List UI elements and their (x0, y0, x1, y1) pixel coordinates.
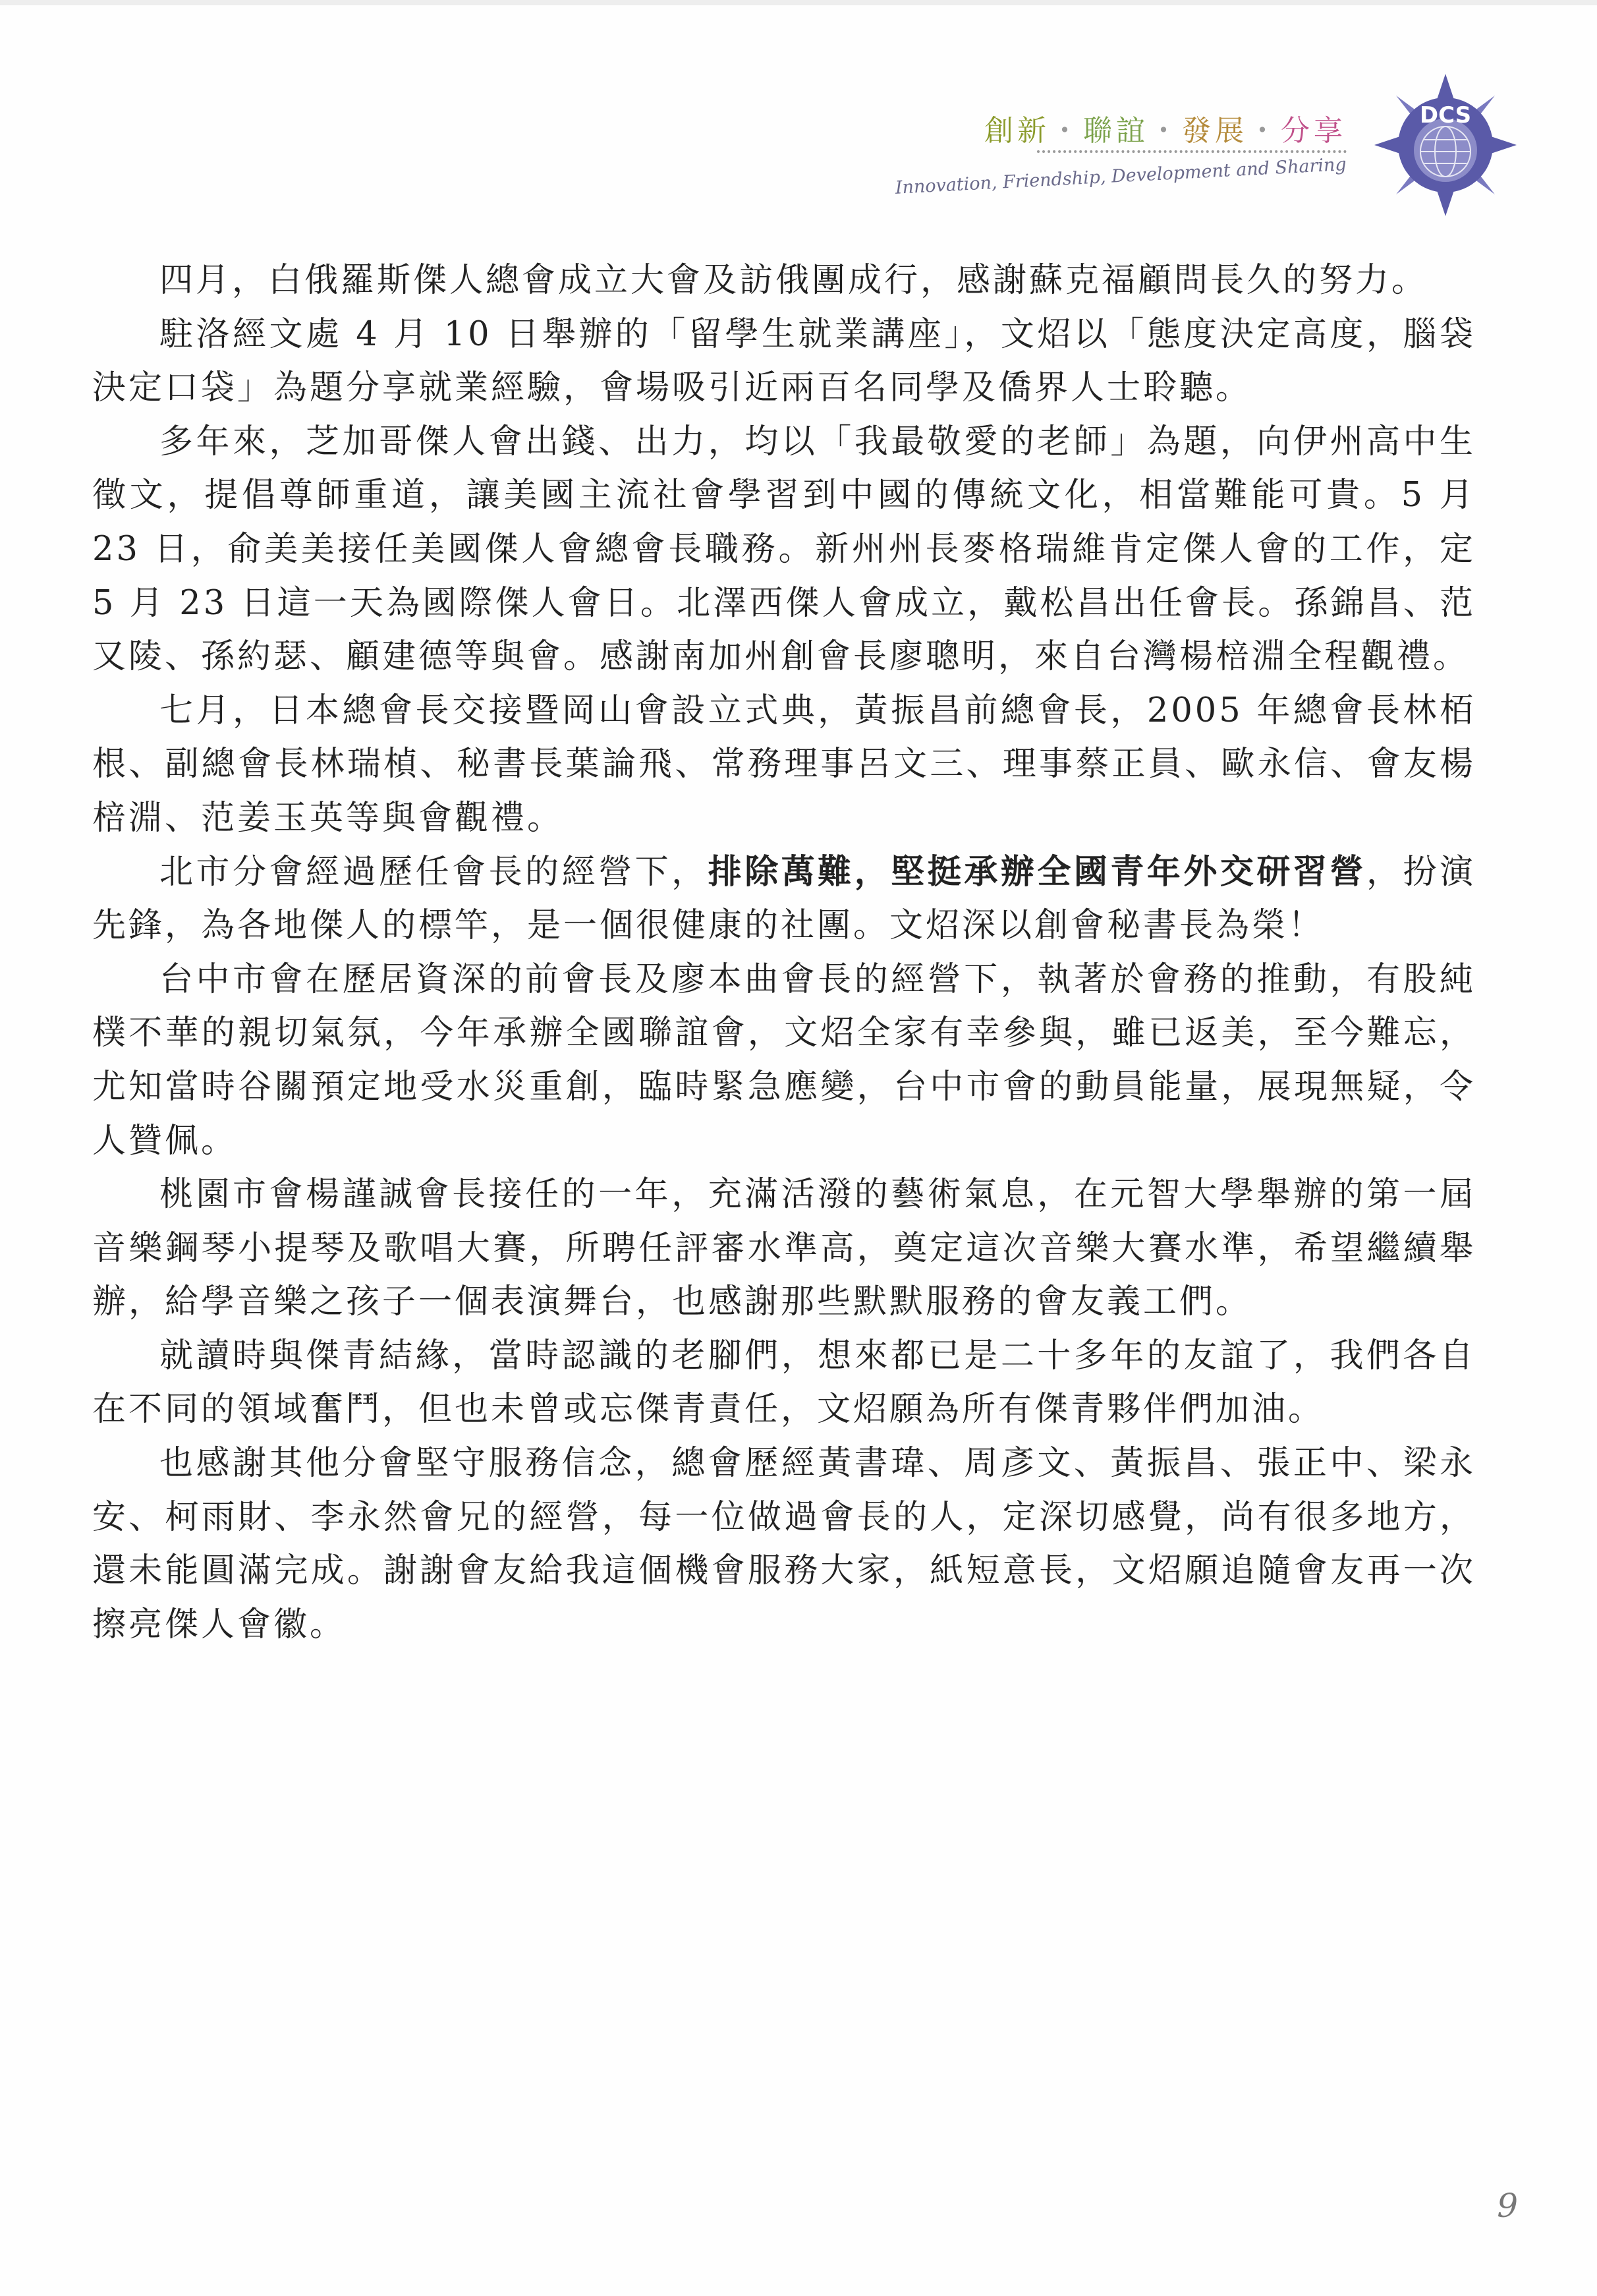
slogan-word-friendship: 聯誼 (1083, 114, 1149, 148)
paragraph-taichung-chapter: 台中市會在歷居資深的前會長及廖本曲會長的經營下，執著於會務的推動，有股純樸不華的親切氣氛，今年承辦全國聯誼會，文炤全家有幸參與，雖已返美，至今難忘，尤知當時谷關預定地受水災重創，臨時緊急應變，台中市會的動員能量，展現無疑，令人贊佩。 (92, 960, 1476, 1161)
slogan-word-sharing: 分享 (1281, 114, 1347, 148)
slogan-separator: ・ (1149, 114, 1182, 148)
page-header (895, 72, 1525, 217)
paragraph-thanks: 也感謝其他分會堅守服務信念，總會歷經黃書瑋、周彥文、黃振昌、張正中、梁永安、柯雨財、李永然會兄的經營，每一位做過會長的人，定深切感覺，尚有很多地方，還未能圓滿完成。謝謝會友給我這個機會服務大家，紙短意長，文炤願追隨會友再一次擦亮傑人會徽。 (92, 1444, 1476, 1644)
paragraph-employment-talk: 駐洛經文處 4 月 10 日舉辦的「留學生就業講座」，文炤以「態度決定高度，腦袋決定口袋」為題分享就業經驗，會場吸引近兩百名同學及僑界人士聆聽。 (92, 314, 1476, 408)
paragraph-text: ，扮演先鋒，為各地傑人的標竿，是一個很健康的社團。文炤深以創會秘書長為榮！ (92, 852, 1476, 946)
paragraph-belarus: 四月，白俄羅斯傑人總會成立大會及訪俄團成行，感謝蘇克福顧問長久的努力。 (159, 261, 1428, 300)
page-number: 9 (1497, 2187, 1518, 2225)
logo-text: DCS (1419, 102, 1472, 129)
dcs-logo (1366, 72, 1525, 217)
paragraph-chicago: 多年來，芝加哥傑人會出錢、出力，均以「我最敬愛的老師」為題，向伊州高中生徵文，提倡尊師重道，讓美國主流社會學習到中國的傳統文化，相當難能可貴。5 月 23 日，俞美美接任美國傑人會總會長職務。新州州長麥格瑞維肯定傑人會的工作，定 5 月 23 日這一天為國際傑人會日。北澤西傑人會成立，戴松昌出任會長。孫錦昌、范又陵、孫約瑟、顧建德等與會。感謝南加州創會長廖聰明，來自台灣楊棓淵全程觀禮。 (92, 422, 1476, 677)
paragraph-japan: 七月，日本總會長交接暨岡山會設立式典，黃振昌前總會長，2005 年總會長林栢根、副總會長林瑞楨、秘書長葉論飛、常務理事呂文三、理事蔡正員、歐永信、會友楊棓淵、范姜玉英等與會觀禮。 (92, 691, 1476, 838)
slogan-separator: ・ (1050, 114, 1083, 148)
slogan-divider (1037, 150, 1347, 153)
slogan-english: Innovation, Friendship, Development and Sharing (895, 154, 1347, 198)
slogan-word-development: 發展 (1182, 114, 1248, 148)
top-edge (0, 0, 1597, 5)
paragraph-emphasis: 排除萬難，堅挺承辦全國青年外交研習營 (708, 851, 1366, 892)
slogan-word-innovation: 創新 (984, 114, 1050, 148)
slogan-separator: ・ (1248, 114, 1281, 148)
article-body (92, 254, 1476, 1651)
paragraph-taipei-chapter (92, 846, 1476, 953)
paragraph-youth: 就讀時與傑青結緣，當時認識的老腳們，想來都已是二十多年的友誼了，我們各自在不同的領域奮鬥，但也未曾或忘傑青責任，文炤願為所有傑青夥伴們加油。 (92, 1336, 1476, 1429)
slogan-chinese (984, 107, 1347, 149)
paragraph-taoyuan-chapter: 桃園市會楊謹誠會長接任的一年，充滿活潑的藝術氣息，在元智大學舉辦的第一屆音樂鋼琴小提琴及歌唱大賽，所聘任評審水準高，奠定這次音樂大賽水準，希望繼續舉辦，給學音樂之孩子一個表演舞台，也感謝那些默默服務的會友義工們。 (92, 1175, 1476, 1322)
paragraph-text: 北市分會經過歷任會長的經營下， (159, 852, 708, 892)
